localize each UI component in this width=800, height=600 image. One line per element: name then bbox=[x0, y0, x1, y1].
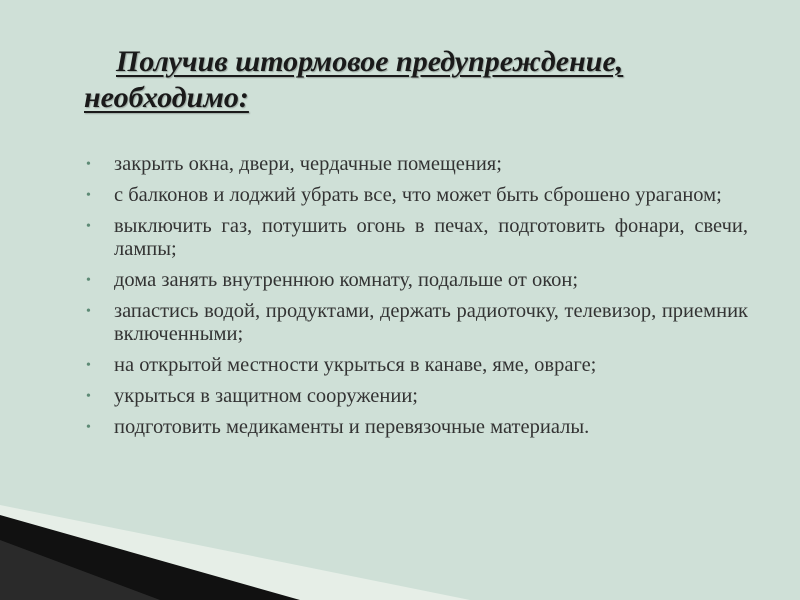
bullet-icon: • bbox=[86, 304, 91, 319]
list-item-text: дома занять внутреннюю комнату, подальше от окон; bbox=[114, 269, 579, 291]
bullet-icon: • bbox=[86, 358, 91, 373]
list-item-text: с балконов и лоджий убрать все, что может быть сброшено ураганом; bbox=[114, 184, 722, 206]
bullet-icon: • bbox=[86, 389, 91, 404]
bullet-icon: • bbox=[86, 273, 91, 288]
bullet-icon: • bbox=[86, 188, 91, 203]
bullet-icon: • bbox=[86, 157, 91, 172]
list-item-text: закрыть окна, двери, чердачные помещения; bbox=[114, 153, 502, 175]
slide-title: Получив штормовое предупреждение, необходимо: bbox=[84, 45, 624, 114]
list-item-text: запастись водой, продуктами, держать радиоточку, телевизор, приемник включенными; bbox=[114, 300, 748, 345]
list-item-text: подготовить медикаменты и перевязочные материалы. bbox=[114, 416, 590, 438]
list-item-text: укрыться в защитном сооружении; bbox=[114, 385, 418, 407]
bullet-icon: • bbox=[86, 420, 91, 435]
bullet-icon: • bbox=[86, 219, 91, 234]
list-item-text: выключить газ, потушить огонь в печах, подготовить фонари, свечи, лампы; bbox=[114, 215, 748, 260]
list-item-text: на открытой местности укрыться в канаве, яме, овраге; bbox=[114, 354, 597, 376]
